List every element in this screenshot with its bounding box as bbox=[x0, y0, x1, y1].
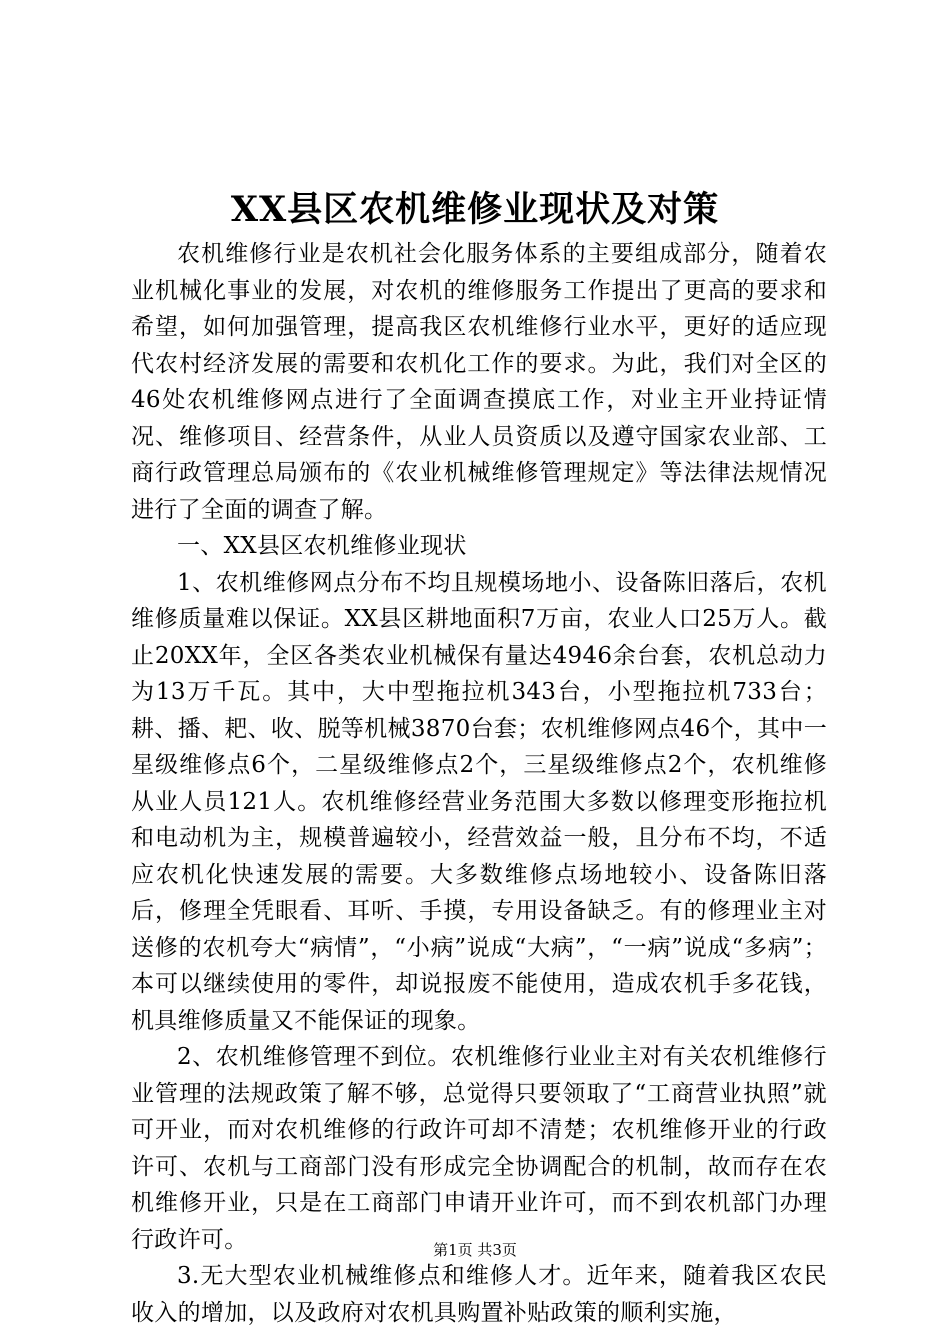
page-number-footer: 第1页 共3页 bbox=[433, 1241, 517, 1259]
body-paragraph: 1、农机维修网点分布不均且规模场地小、设备陈旧落后，农机维修质量难以保证。XX县区耕地面积7万亩，农业人口25万人。截止20XX年，全区各类农业机械保有量达4946余台套，农机总动力为13万千瓦。其中，大中型拖拉机343台，小型拖拉机733台；耕、播、耙、收、脱等机械3870台套；农机维修网点46个，其中一星级维修点6个，二星级维修点2个，三星级维修点2个，农机维修从业人员121人。农机维修经营业务范围大多数以修理变形拖拉机和电动机为主，规模普遍较小，经营效益一般，且分布不均，不适应农机化快速发展的需要。大多数维修点场地较小、设备陈旧落后，修理全凭眼看、耳听、手摸，专用设备缺乏。有的修理业主对送修的农机夸大“病情”，“小病”说成“大病”，“一病”说成“多病”；本可以继续使用的零件，却说报废不能使用，造成农机手多花钱，机具维修质量又不能保证的现象。 bbox=[131, 569, 827, 1034]
intro-paragraph: 农机维修行业是农机社会化服务体系的主要组成部分，随着农业机械化事业的发展，对农机的维修服务工作提出了更高的要求和希望，如何加强管理，提高我区农机维修行业水平，更好的适应现代农村经济发展的需要和农机化工作的要求。为此，我们对全区的46处农机维修网点进行了全面调查摸底工作，对业主开业持证情况、维修项目、经营条件，从业人员资质以及遵守国家农业部、工商行政管理总局颁布的《农业机械维修管理规定》等法律法规情况进行了全面的调查了解。 bbox=[131, 241, 827, 523]
body-paragraph: 2、农机维修管理不到位。农机维修行业业主对有关农机维修行业管理的法规政策了解不够，总觉得只要领取了“工商营业执照”就可开业，而对农机维修的行政许可却不清楚；农机维修开业的行政许可、农机与工商部门没有形成完全协调配合的机制，故而存在农机维修开业，只是在工商部门申请开业许可，而不到农机部门办理行政许可。 bbox=[131, 1044, 827, 1253]
body-paragraph: 3.无大型农业机械维修点和维修人才。近年来，随着我区农民收入的增加，以及政府对农机具购置补贴政策的顺利实施， bbox=[131, 1263, 827, 1326]
section-heading: 一、XX县区农机维修业现状 bbox=[177, 533, 467, 559]
document-title: XX县区农机维修业现状及对策 bbox=[230, 189, 720, 230]
document-body bbox=[131, 236, 827, 1331]
